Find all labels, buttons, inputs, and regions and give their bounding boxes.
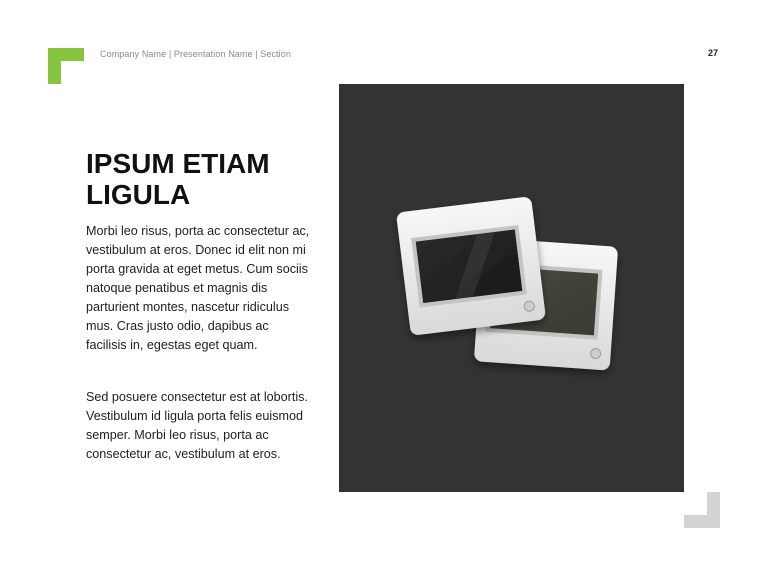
photo-slides-icon: [339, 84, 684, 492]
accent-corner-bottom-right: [684, 492, 720, 528]
body-paragraph-2: Sed posuere consectetur est at lobortis. Vestibulum id ligula porta felis euismod semper. Morbi leo risus, porta ac consectetur ac, vestibulum at eros.: [86, 390, 308, 461]
page-number: 27: [707, 48, 718, 58]
slide-title: IPSUM ETIAM LIGULA: [86, 148, 270, 210]
accent-corner-top-left: [48, 48, 84, 84]
body-paragraph-1: Morbi leo risus, porta ac consectetur ac, vestibulum at eros. Donec id elit non mi porta gravida at eget metus. Cum sociis natoque penatibus et magnis dis parturient montes, nascetur ridiculus mus. Cras justo odio, dapibus ac facilisis in, egestas eget quam.: [86, 224, 310, 352]
breadcrumb: Company Name | Presentation Name | Section: [100, 49, 291, 59]
image-panel: [339, 84, 684, 492]
front-slide: [396, 196, 546, 336]
